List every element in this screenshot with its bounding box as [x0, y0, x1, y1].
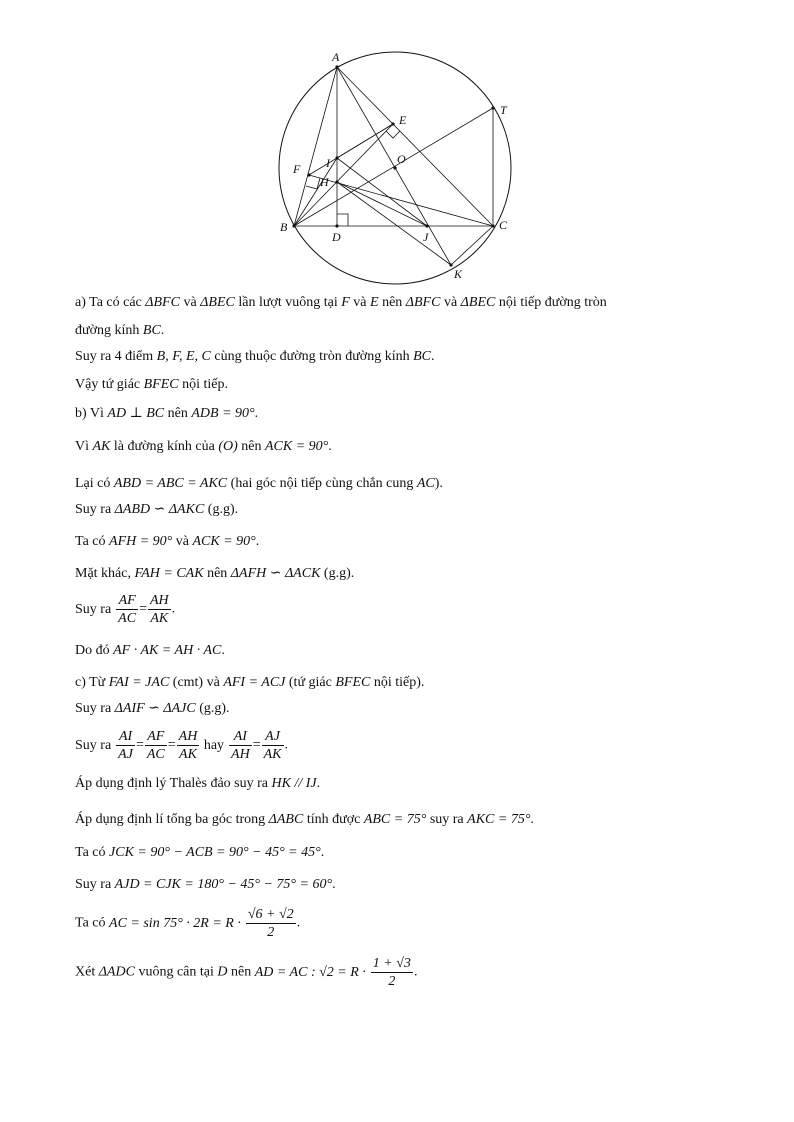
line-c9: Xét ΔADC vuông cân tại D nên AD = AC : √2 = R · $\frac{1 + √3}{2}$ . — [75, 956, 418, 989]
segment-ab — [294, 67, 337, 226]
right-angle-d — [337, 214, 348, 226]
line-c7: Suy ra AJD = CJK = 180° − 45° − 75° = 60°. — [75, 877, 336, 892]
line-b4: Suy ra ΔABD ∽ ΔAKC (g.g). — [75, 502, 239, 517]
point-t — [491, 106, 494, 109]
point-e — [391, 122, 394, 125]
label-k: K — [454, 267, 463, 281]
point-c — [491, 224, 494, 227]
label-f: F — [293, 162, 301, 176]
segment-bt — [294, 108, 493, 226]
line-b5: Ta có AFH = 90° và ACK = 90°. — [75, 534, 260, 549]
label-c: C — [499, 218, 508, 232]
fraction-ai-ah: $\frac{AI}{AH}$ — [231, 729, 250, 762]
point-f — [307, 173, 310, 176]
geometry-figure — [270, 42, 530, 286]
label-o: O — [397, 152, 406, 166]
label-a: A — [332, 50, 340, 64]
point-b — [292, 224, 295, 227]
label-b: B — [280, 220, 288, 234]
right-angle-e — [386, 131, 400, 138]
point-k — [449, 263, 452, 266]
fraction-sqrt6-sqrt2: $\frac{√6 + √2}{2}$ — [247, 907, 294, 940]
label-d: D — [332, 230, 341, 244]
line-b2: Vì AK là đường kính của (O) nên ACK = 90°. — [75, 439, 332, 454]
line-b8: Do đó AF · AK = AH · AC. — [75, 643, 225, 658]
segment-bi — [294, 158, 337, 226]
line-c5: Áp dụng định lí tổng ba góc trong ΔABC tính được ABC = 75° suy ra AKC = 75°. — [75, 812, 534, 827]
label-j: J — [423, 230, 429, 244]
fraction-ah-ak: $\frac{AH}{AK}$ — [149, 593, 169, 626]
line-c6: Ta có JCK = 90° − ACB = 90° − 45° = 45°. — [75, 845, 325, 860]
fraction-af-ac: $\frac{AF}{AC}$ — [146, 729, 165, 762]
line-b1: b) Vì AD ⊥ BC nên ADB = 90°. — [75, 406, 259, 421]
line-c8: Ta có AC = sin 75° · 2R = R · $\frac{√6 + √2}{2}$ . — [75, 907, 301, 940]
line-b7: Suy ra $\frac{AF}{AC}$ = $\frac{AH}{AK}$ . — [75, 593, 176, 626]
point-j — [425, 224, 428, 227]
point-h — [335, 180, 338, 183]
line-a1: a) Ta có các ΔBFC và ΔBEC lần lượt vuông tại F và E nên ΔBFC và ΔBEC nội tiếp đường tròn — [75, 295, 607, 310]
line-c4: Áp dụng định lý Thalès đảo suy ra HK // IJ. — [75, 776, 321, 791]
line-a4: Vậy tứ giác BFEC nội tiếp. — [75, 377, 229, 392]
point-a — [335, 65, 338, 68]
label-t: T — [500, 103, 507, 117]
label-h: H — [320, 175, 329, 189]
line-b3: Lại có ABD = ABC = AKC (hai góc nội tiếp cùng chắn cung AC). — [75, 476, 443, 491]
fraction-1-sqrt3: $\frac{1 + √3}{2}$ — [372, 956, 411, 989]
fraction-ah-ak: $\frac{AH}{AK}$ — [178, 729, 198, 762]
line-c2: Suy ra ΔAIF ∽ ΔAJC (g.g). — [75, 701, 230, 716]
label-i: I — [326, 156, 330, 170]
fraction-ai-aj: $\frac{AI}{AJ}$ — [118, 729, 133, 762]
line-a3: Suy ra 4 điểm B, F, E, C cùng thuộc đường tròn đường kính BC. — [75, 349, 435, 364]
line-b6: Mặt khác, FAH = CAK nên ΔAFH ∽ ΔACK (g.g). — [75, 566, 355, 581]
segment-hk — [337, 182, 451, 265]
fraction-aj-ak: $\frac{AJ}{AK}$ — [263, 729, 282, 762]
segment-ck — [451, 226, 493, 265]
line-a2: đường kính BC. — [75, 323, 165, 338]
point-i — [335, 156, 338, 159]
label-e: E — [399, 113, 407, 127]
right-angle-f — [306, 178, 320, 189]
point-o — [393, 166, 396, 169]
fraction-af-ac: $\frac{AF}{AC}$ — [118, 593, 137, 626]
line-c1: c) Từ FAI = JAC (cmt) và AFI = ACJ (tứ giác BFEC nội tiếp). — [75, 675, 425, 690]
point-d — [335, 224, 338, 227]
line-c3: Suy ra $\frac{AI}{AJ}$ = $\frac{AF}{AC}$ = $\frac{AH}{AK}$ hay $\frac{AI}{AH}$ = $\frac{AJ}{AK}$ . — [75, 729, 288, 762]
